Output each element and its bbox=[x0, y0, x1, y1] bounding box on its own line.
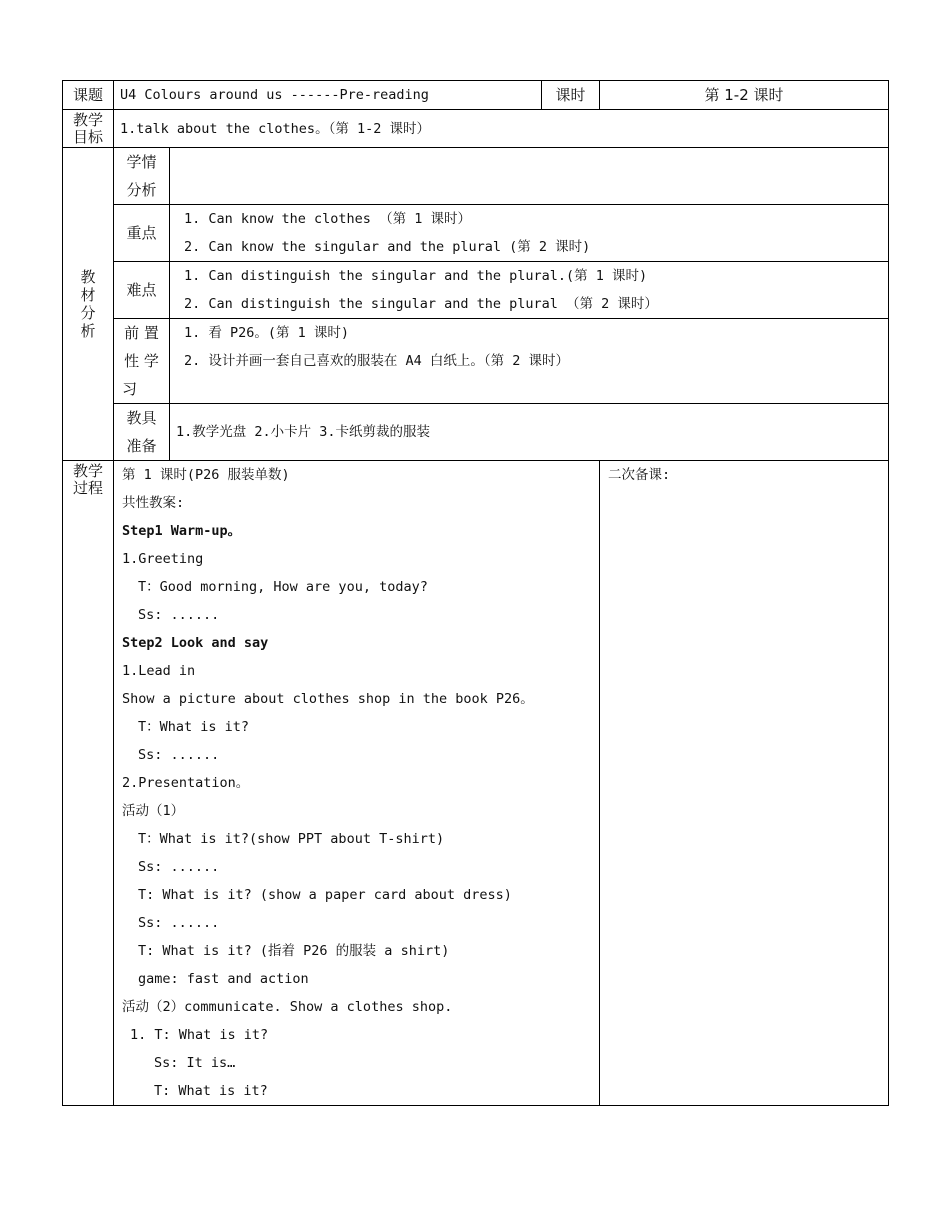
period-label: 课时 bbox=[542, 81, 600, 110]
difficult-points-label: 难点 bbox=[114, 262, 170, 319]
pre-study-item: 1. 看 P26。(第 1 课时) bbox=[184, 325, 350, 341]
process-line: T：Good morning, How are you, today? bbox=[138, 579, 428, 595]
goals-row bbox=[63, 110, 889, 148]
process-line: 活动（2）communicate. Show a clothes shop. bbox=[122, 999, 453, 1015]
process-line: Ss: ...... bbox=[138, 915, 220, 931]
second-prep-label: 二次备课: bbox=[608, 467, 671, 483]
key-points-label: 重点 bbox=[114, 205, 170, 262]
difficult-point-item: 1. Can distinguish the singular and the plural.(第 1 课时) bbox=[184, 268, 648, 284]
process-line: Ss: ...... bbox=[138, 859, 220, 875]
lesson-plan-table bbox=[62, 80, 889, 1106]
period-value: 第 1-2 课时 bbox=[600, 81, 889, 110]
teaching-tools-row bbox=[63, 404, 889, 461]
process-line: Ss: ...... bbox=[138, 747, 220, 763]
pre-study-label: 前 置 性 学 习 bbox=[114, 319, 170, 404]
process-line: T：What is it?(show PPT about T-shirt) bbox=[138, 831, 445, 847]
teaching-tools-label: 教具 准备 bbox=[114, 404, 170, 461]
lesson-plan-document bbox=[62, 80, 888, 1106]
process-line: game: fast and action bbox=[138, 971, 309, 987]
process-line: 共性教案: bbox=[122, 495, 185, 511]
process-line: 2.Presentation。 bbox=[122, 775, 250, 791]
process-line: Step1 Warm-up。 bbox=[122, 523, 242, 539]
teaching-tools-value: 1.教学光盘 2.小卡片 3.卡纸剪裁的服装 bbox=[170, 404, 889, 461]
process-line: 活动（1） bbox=[122, 803, 185, 819]
process-line: Step2 Look and say bbox=[122, 635, 269, 651]
process-line: T: What is it? (show a paper card about dress) bbox=[138, 887, 512, 903]
student-analysis-label: 学情 分析 bbox=[114, 148, 170, 205]
process-line: T：What is it? bbox=[138, 719, 250, 735]
teaching-process-content bbox=[114, 461, 600, 1106]
key-point-item: 1. Can know the clothes （第 1 课时） bbox=[184, 211, 471, 227]
difficult-points-list bbox=[170, 262, 889, 319]
process-line: Show a picture about clothes shop in the book P26。 bbox=[122, 691, 534, 707]
teaching-process-label: 教学过程 bbox=[63, 461, 114, 1106]
key-points-list bbox=[170, 205, 889, 262]
key-points-row bbox=[63, 205, 889, 262]
teaching-process-row bbox=[63, 461, 889, 1106]
key-point-item: 2. Can know the singular and the plural (第 2 课时) bbox=[184, 239, 591, 255]
difficult-point-item: 2. Can distinguish the singular and the plural （第 2 课时） bbox=[184, 296, 658, 312]
pre-study-item: 2. 设计并画一套自己喜欢的服装在 A4 白纸上。（第 2 课时） bbox=[184, 353, 570, 369]
topic-value: U4 Colours around us ------Pre-reading bbox=[114, 81, 542, 110]
process-line: 1. T: What is it? bbox=[130, 1027, 269, 1043]
process-lines bbox=[122, 461, 599, 1105]
process-line: Ss: ...... bbox=[138, 607, 220, 623]
second-prep-column bbox=[600, 461, 889, 1106]
topic-row bbox=[63, 81, 889, 110]
difficult-points-row bbox=[63, 262, 889, 319]
goals-value: 1.talk about the clothes。（第 1-2 课时） bbox=[114, 110, 889, 148]
student-analysis-row bbox=[63, 148, 889, 205]
student-analysis-value bbox=[170, 148, 889, 205]
process-line: Ss: It is… bbox=[154, 1055, 236, 1071]
pre-study-row bbox=[63, 319, 889, 404]
topic-label: 课题 bbox=[63, 81, 114, 110]
material-analysis-label: 教 材 分 析 bbox=[63, 148, 114, 461]
goals-label: 教学目标 bbox=[63, 110, 114, 148]
pre-study-list bbox=[170, 319, 889, 404]
process-line: 1.Lead in bbox=[122, 663, 196, 679]
process-line: T: What is it? bbox=[154, 1083, 268, 1099]
process-line: 第 1 课时(P26 服装单数) bbox=[122, 467, 290, 483]
process-line: T: What is it? (指着 P26 的服装 a shirt) bbox=[138, 943, 450, 959]
process-line: 1.Greeting bbox=[122, 551, 204, 567]
